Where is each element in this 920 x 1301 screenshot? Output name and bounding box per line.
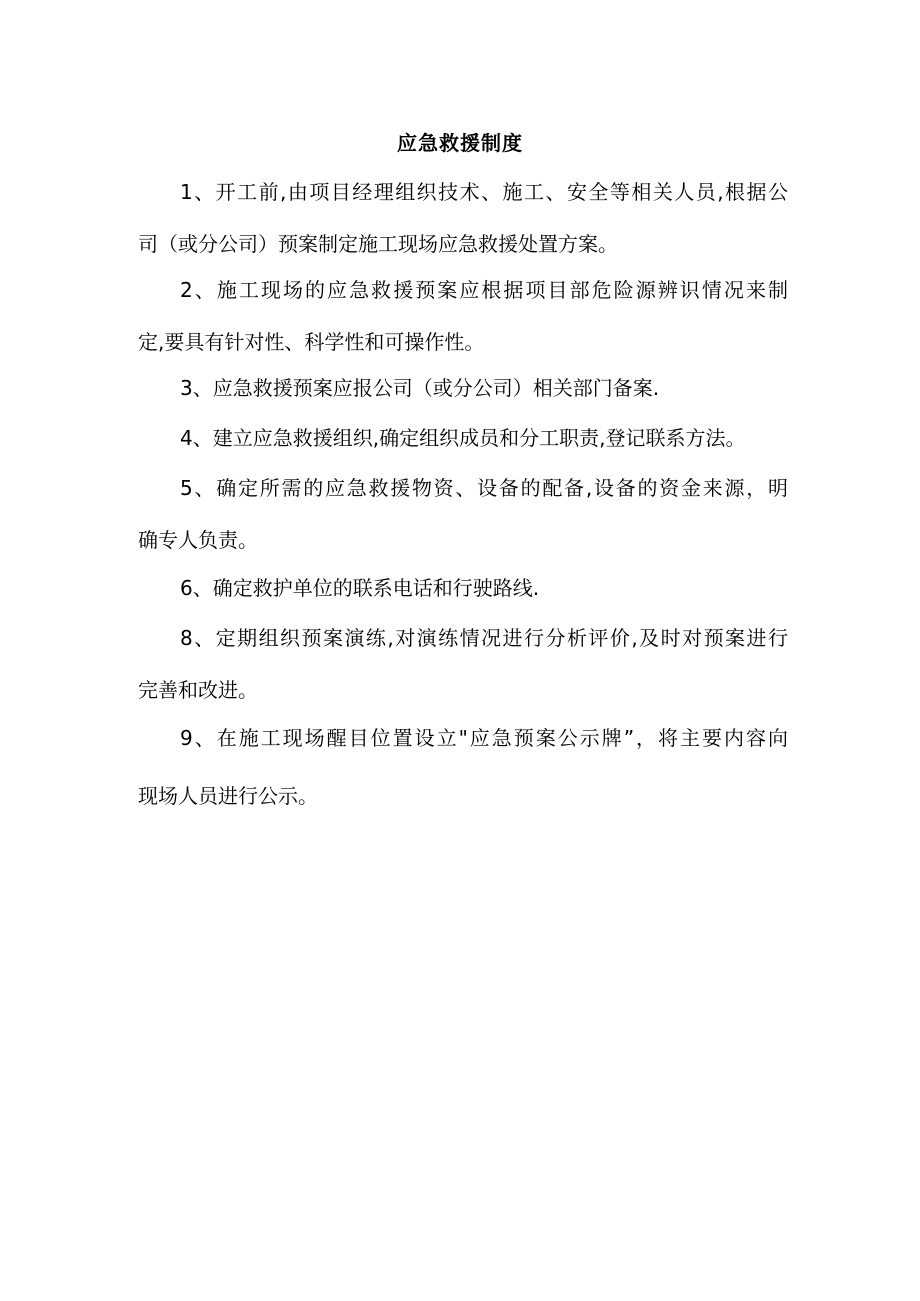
document-title: 应急救援制度 (397, 131, 523, 155)
paragraph-line: 定,要具有针对性、科学性和可操作性。 (138, 330, 485, 354)
paragraph-item-9 (138, 727, 788, 807)
paragraph-line: 现场人员进行公示。 (138, 784, 318, 808)
paragraph-item-8 (138, 627, 788, 701)
paragraph-item-4 (138, 427, 788, 449)
paragraph-line: 6、确定救护单位的联系电话和行驶路线. (180, 576, 540, 600)
paragraph-line: 司（或分公司）预案制定施工现场应急救援处置方案。 (138, 232, 618, 256)
paragraph-item-1 (138, 181, 788, 255)
paragraph-line: 5、确定所需的应急救援物资、设备的配备,设备的资金来源，明 (180, 476, 788, 500)
paragraph-item-6 (138, 577, 788, 599)
paragraph-line: 3、应急救援预案应报公司（或分公司）相关部门备案. (180, 376, 660, 400)
paragraph-line: 1、开工前,由项目经理组织技术、施工、安全等相关人员,根据公 (180, 180, 788, 204)
paragraph-line: 确专人负责。 (138, 528, 258, 552)
paragraph-line: 完善和改进。 (138, 678, 258, 702)
paragraph-item-5 (138, 477, 788, 551)
paragraph-line: 9、在施工现场醒目位置设立"应急预案公示牌”，将主要内容向 (180, 726, 788, 750)
paragraph-line: 4、建立应急救援组织,确定组织成员和分工职责,登记联系方法。 (180, 426, 746, 450)
paragraph-line: 8、定期组织预案演练,对演练情况进行分析评价,及时对预案进行 (180, 626, 788, 650)
paragraph-item-3 (138, 377, 788, 399)
paragraph-item-2 (138, 279, 788, 353)
paragraph-line: 2、施工现场的应急救援预案应根据项目部危险源辨识情况来制 (180, 278, 788, 302)
